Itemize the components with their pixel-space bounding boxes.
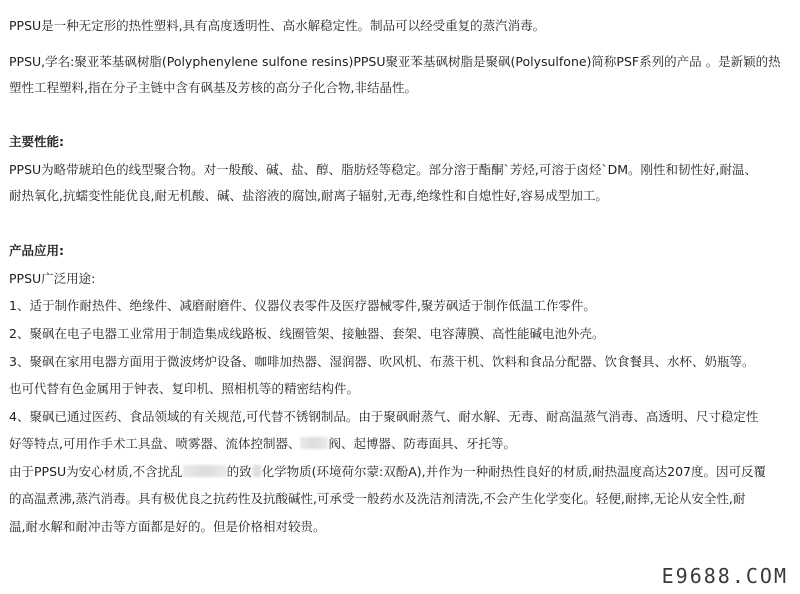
application-item-3: 3、聚砜在家用电器方面用于微波烤炉设备、咖啡加热器、湿润器、吹风机、布蒸干机、饮料和食品分配器、饮食餐具、水杯、奶瓶等。 xyxy=(9,354,755,369)
application-item-1: 1、适于制作耐热件、绝缘件、减磨耐磨件、仪器仪表零件及医疗器械零件,聚芳砜适于制作低温工作零件。 xyxy=(9,298,596,313)
performance-line-2: 耐热氧化,抗蠕变性能优良,耐无机酸、碱、盐溶液的腐蚀,耐离子辐射,无毒,绝缘性和自熄性好,容易成型加工。 xyxy=(9,188,608,203)
safety-line-1-text-a: 由于PPSU为安心材质,不含扰乱 xyxy=(9,464,183,479)
safety-line-2: 的高温煮沸,蒸汽消毒。具有极优良之抗药性及抗酸碱性,可承受一般药水及洗洁剂清洗,不会产生化学变化。轻便,耐摔,无论从安全性,耐 xyxy=(9,491,746,506)
application-item-2: 2、聚砜在电子电器工业常用于制造集成线路板、线圈管架、接触器、套架、电容薄膜、高性能碱电池外壳。 xyxy=(9,326,605,341)
intro-line-2: PPSU,学名:聚亚苯基砜树脂(Polyphenylene sulfone resins)PPSU聚亚苯基砜树脂是聚砜(Polysulfone)简称PSF系列的产品 。是新颖的热 xyxy=(9,54,781,69)
intro-line-1: PPSU是一种无定形的热性塑料,具有高度透明性、高水解稳定性。制品可以经受重复的蒸汽消毒。 xyxy=(9,18,546,33)
redacted-blur xyxy=(300,437,328,449)
application-item-4-text-a: 好等特点,可用作手术工具盘、喷雾器、流体控制器、 xyxy=(9,436,301,451)
intro-line-3: 塑性工程塑料,指在分子主链中含有砜基及芳核的高分子化合物,非结晶性。 xyxy=(9,80,417,95)
site-watermark: E9688.COM xyxy=(661,564,788,588)
application-item-4-text-b: 阀、起博器、防毒面具、牙托等。 xyxy=(328,436,516,451)
safety-line-1 xyxy=(9,464,766,480)
safety-line-1-text-b: 的致 xyxy=(226,464,252,479)
redacted-blur xyxy=(183,465,227,477)
redacted-blur xyxy=(252,465,262,477)
application-item-4-cont xyxy=(9,436,516,452)
safety-line-1-text-c: 化学物质(环境荷尔蒙:双酚A),并作为一种耐热性良好的材质,耐热温度高达207度。因可反覆 xyxy=(261,464,766,479)
performance-line-1: PPSU为略带琥珀色的线型聚合物。对一般酸、碱、盐、醇、脂肪烃等稳定。部分溶于酯酮`芳烃,可溶于卤烃`DM。刚性和韧性好,耐温、 xyxy=(9,162,758,177)
application-intro: PPSU广泛用途: xyxy=(9,271,96,286)
safety-line-3: 温,耐水解和耐冲击等方面都是好的。但是价格相对较贵。 xyxy=(9,519,326,534)
section-heading-application: 产品应用: xyxy=(9,243,64,258)
application-item-3-cont: 也可代替有色金属用于钟表、复印机、照相机等的精密结构件。 xyxy=(9,381,360,396)
section-heading-performance: 主要性能: xyxy=(9,134,64,149)
application-item-4: 4、聚砜已通过医药、食品领域的有关规范,可代替不锈钢制品。由于聚砜耐蒸气、耐水解、无毒、耐高温蒸气消毒、高透明、尺寸稳定性 xyxy=(9,409,759,424)
